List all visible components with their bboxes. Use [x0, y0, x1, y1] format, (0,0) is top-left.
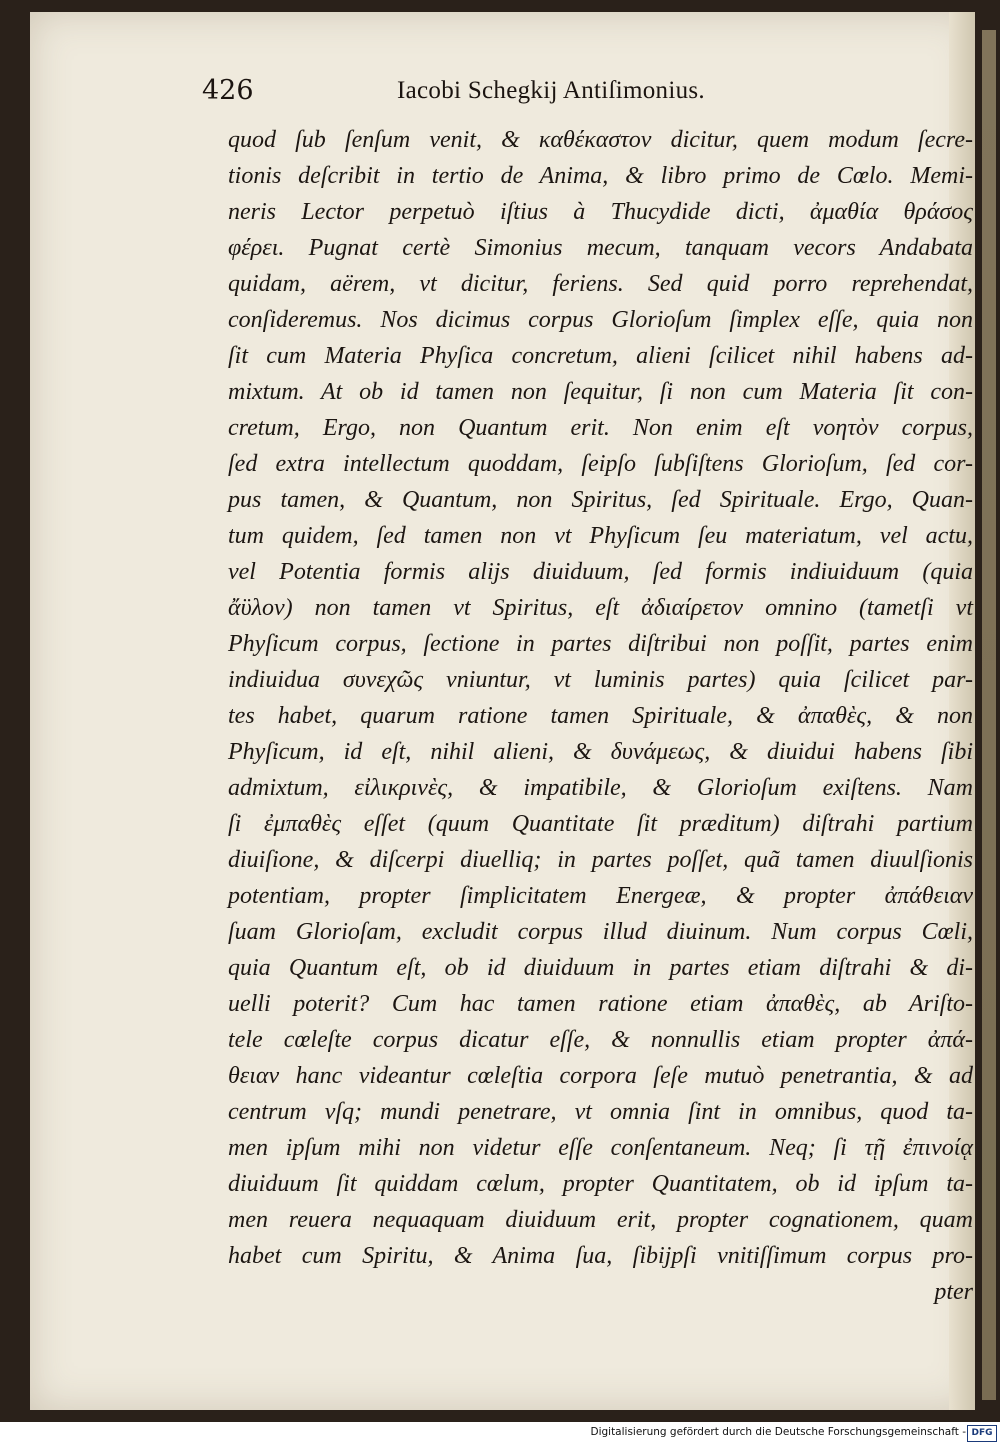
body-text — [228, 122, 973, 1310]
text-line: pus tamen, & Quantum, non Spiritus, ſed Spirituale. Ergo, Quan- — [228, 487, 973, 513]
footer-bar — [0, 1422, 1000, 1445]
text-line: ἄϋλον) non tamen vt Spiritus, eſt ἀδιαίρετον omnino (tametſi vt — [228, 595, 973, 621]
footer-credit: Digitalisierung gefördert durch die Deutsche Forschungsgemeinschaft - — [590, 1426, 966, 1438]
page-number: 426 — [202, 75, 254, 106]
text-line: mixtum. At ob id tamen non ſequitur, ſi non cum Materia ſit con- — [228, 379, 973, 405]
text-line: men ipſum mihi non videtur eſſe conſentaneum. Neq; ſi τῇ ἐπινοίᾳ — [228, 1135, 973, 1161]
text-line: centrum vſq; mundi penetrare, vt omnia ſint in omnibus, quod ta- — [228, 1099, 973, 1125]
text-line: θειαν hanc videantur cœleſtia corpora ſeſe mutuò penetrantia, & ad — [228, 1063, 973, 1089]
text-line: uelli poterit? Cum hac tamen ratione etiam ἀπαθὲς, ab Ariſto- — [228, 991, 973, 1017]
text-line: conſideremus. Nos dicimus corpus Glorioſum ſimplex eſſe, quia non — [228, 307, 973, 333]
text-line: quod ſub ſenſum venit, & καθέκαστον dicitur, quem modum ſecre- — [228, 127, 973, 153]
text-line: indiuidua συνεχῶς vniuntur, vt luminis partes) quia ſcilicet par- — [228, 667, 973, 693]
page-header — [202, 75, 960, 115]
text-line: ſi ἐμπαθὲς eſſet (quum Quantitate ſit præditum) diſtrahi partium — [228, 811, 973, 837]
text-line: neris Lector perpetuò iſtius à Thucydide dicti, ἀμαθία θράσος — [228, 199, 973, 225]
text-line: diuiduum ſit quiddam cœlum, propter Quantitatem, ob id ipſum ta- — [228, 1171, 973, 1197]
text-line: Phyſicum, id eſt, nihil alieni, & δυνάμεως, & diuidui habens ſibi — [228, 739, 973, 765]
running-head: Iacobi Schegkij Antiſimonius. — [397, 77, 705, 104]
text-line: quia Quantum eſt, ob id diuiduum in partes etiam diſtrahi & di- — [228, 955, 973, 981]
text-line: Phyſicum corpus, ſectione in partes diſtribui non poſſit, partes enim — [228, 631, 973, 657]
catchword: pter — [934, 1279, 973, 1305]
text-line: vel Potentia formis alijs diuiduum, ſed formis indiuiduum (quia — [228, 559, 973, 585]
text-line: tionis deſcribit in tertio de Anima, & libro primo de Cœlo. Memi- — [228, 163, 973, 189]
text-line: quidam, aërem, vt dicitur, feriens. Sed quid porro reprehendat, — [228, 271, 973, 297]
text-line: cretum, Ergo, non Quantum erit. Non enim eſt νοητὸν corpus, — [228, 415, 973, 441]
text-line: diuiſione, & diſcerpi diuelliq; in partes poſſet, quã tamen diuulſionis — [228, 847, 973, 873]
text-line: habet cum Spiritu, & Anima ſua, ſibijpſi vnitiſſimum corpus pro- — [228, 1243, 973, 1269]
text-line: admixtum, εἰλικρινὲς, & impatibile, & Glorioſum exiſtens. Nam — [228, 775, 973, 801]
text-line: ſit cum Materia Phyſica concretum, alieni ſcilicet nihil habens ad- — [228, 343, 973, 369]
text-line: ſuam Glorioſam, excludit corpus illud diuinum. Num corpus Cœli, — [228, 919, 973, 945]
text-line: φέρει. Pugnat certè Simonius mecum, tanquam vecors Andabata — [228, 235, 973, 261]
dfg-logo: DFG — [967, 1425, 997, 1442]
text-line: tele cœleſte corpus dicatur eſſe, & nonnullis etiam propter ἀπά- — [228, 1027, 973, 1053]
text-line: potentiam, propter ſimplicitatem Energeæ, & propter ἀπάθειαν — [228, 883, 973, 909]
text-line: men reuera nequaquam diuiduum erit, propter cognationem, quam — [228, 1207, 973, 1233]
text-line: tes habet, quarum ratione tamen Spirituale, & ἀπαθὲς, & non — [228, 703, 973, 729]
text-line: tum quidem, ſed tamen non vt Phyſicum ſeu materiatum, vel actu, — [228, 523, 973, 549]
text-line: ſed extra intellectum quoddam, ſeipſo ſubſiſtens Glorioſum, ſed cor- — [228, 451, 973, 477]
page-fore-edge — [982, 30, 996, 1400]
